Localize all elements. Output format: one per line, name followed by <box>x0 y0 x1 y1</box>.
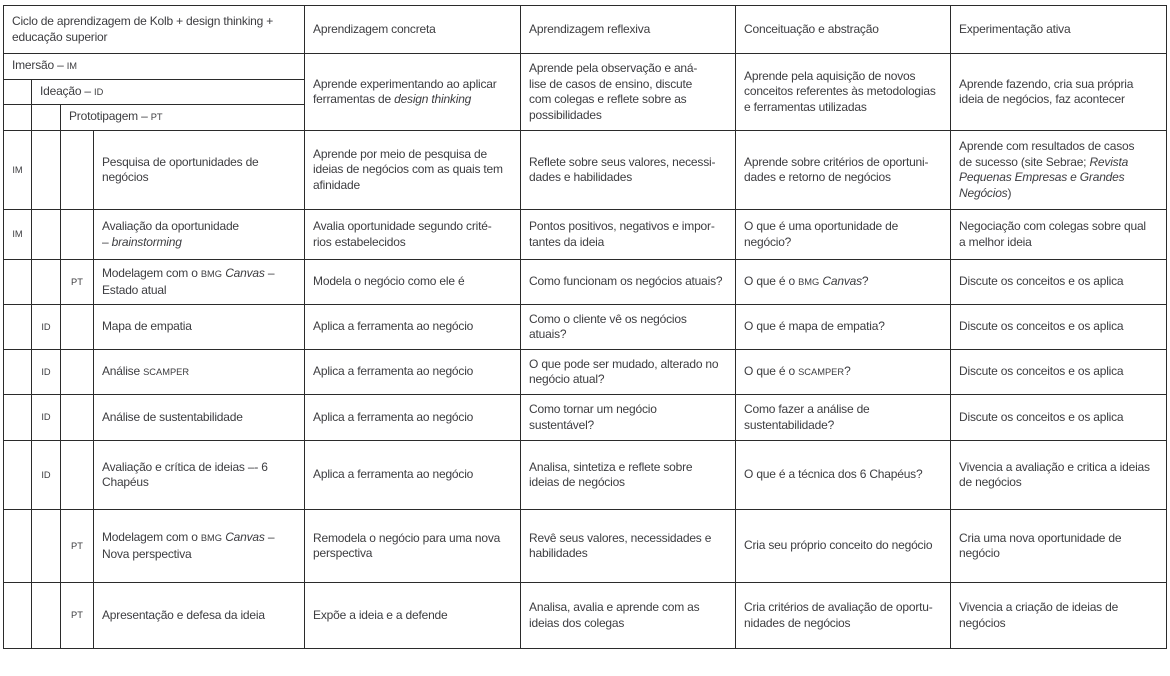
conceptual-cell: Cria seu próprio conceito do negócio <box>736 510 951 583</box>
phase-label-ideacao: Ideação – ID <box>32 79 305 105</box>
col-header-concrete: Aprendizagem concreta <box>305 6 521 54</box>
reflective-cell: Como tornar um negócio sustentável? <box>521 395 736 441</box>
concrete-cell: Avalia oportunidade segundo crité- rios estabelecidos <box>305 210 521 260</box>
conceptual-cell: Aprende sobre critérios de oportuni- dades e retorno de negócios <box>736 131 951 210</box>
conceptual-cell: O que é mapa de empatia? <box>736 305 951 350</box>
activity-cell: Modelagem com o BMG Canvas – Nova perspectiva <box>94 510 305 583</box>
table-row <box>4 583 1167 649</box>
active-cell: Cria uma nova oportunidade de negócio <box>951 510 1167 583</box>
table-row <box>4 210 1167 260</box>
header-row <box>4 6 1167 54</box>
marker-id <box>32 210 61 260</box>
marker-id <box>32 260 61 305</box>
conceptual-cell: O que é uma oportunidade de negócio? <box>736 210 951 260</box>
marker-id: ID <box>32 305 61 350</box>
table-row <box>4 441 1167 510</box>
kolb-design-thinking-table <box>3 5 1167 649</box>
conceptual-cell: O que é o SCAMPER? <box>736 350 951 395</box>
reflective-cell: Analisa, avalia e aprende com as ideias dos colegas <box>521 583 736 649</box>
marker-im: IM <box>4 131 32 210</box>
activity-cell: Mapa de empatia <box>94 305 305 350</box>
marker-id: ID <box>32 395 61 441</box>
table-row <box>4 395 1167 441</box>
activity-cell: Apresentação e defesa da ideia <box>94 583 305 649</box>
active-cell: Discute os conceitos e os aplica <box>951 260 1167 305</box>
reflective-cell: Revê seus valores, necessidades e habilidades <box>521 510 736 583</box>
marker-pt <box>61 210 94 260</box>
marker-id: ID <box>32 441 61 510</box>
marker-im <box>4 260 32 305</box>
activity-cell: Pesquisa de oportunidades de negócios <box>94 131 305 210</box>
activity-cell: Avaliação da oportunidade – brainstorming <box>94 210 305 260</box>
active-cell: Negociação com colegas sobre qual a melhor ideia <box>951 210 1167 260</box>
marker-pt <box>61 305 94 350</box>
table-row <box>4 510 1167 583</box>
empty-cell <box>32 105 61 131</box>
col-header-active: Experimentação ativa <box>951 6 1167 54</box>
marker-im: IM <box>4 210 32 260</box>
active-cell: Discute os conceitos e os aplica <box>951 305 1167 350</box>
activity-cell: Análise SCAMPER <box>94 350 305 395</box>
concrete-cell: Expõe a ideia e a defende <box>305 583 521 649</box>
activity-cell: Análise de sustentabilidade <box>94 395 305 441</box>
table-row <box>4 260 1167 305</box>
marker-pt: PT <box>61 260 94 305</box>
phase-summary-concrete: Aprende experimentando ao aplicar ferramentas de design thinking <box>305 54 521 131</box>
phase-row-imersao <box>4 54 1167 80</box>
conceptual-cell: O que é a técnica dos 6 Chapéus? <box>736 441 951 510</box>
conceptual-cell: Cria critérios de avaliação de oportu- nidades de negócios <box>736 583 951 649</box>
table-row <box>4 350 1167 395</box>
phase-summary-conceptual: Aprende pela aquisição de novos conceitos referentes às metodologias e ferramentas utilizadas <box>736 54 951 131</box>
phase-label-imersao: Imersão – IM <box>4 54 305 80</box>
table-row <box>4 131 1167 210</box>
reflective-cell: Como funcionam os negócios atuais? <box>521 260 736 305</box>
marker-im <box>4 441 32 510</box>
reflective-cell: O que pode ser mudado, alterado no negócio atual? <box>521 350 736 395</box>
reflective-cell: Pontos positivos, negativos e impor- tantes da ideia <box>521 210 736 260</box>
active-cell: Discute os conceitos e os aplica <box>951 350 1167 395</box>
marker-pt: PT <box>61 510 94 583</box>
table-title: Ciclo de aprendizagem de Kolb + design thinking + educação superior <box>4 6 305 54</box>
reflective-cell: Como o cliente vê os negócios atuais? <box>521 305 736 350</box>
reflective-cell: Analisa, sintetiza e reflete sobre ideias de negócios <box>521 441 736 510</box>
concrete-cell: Modela o negócio como ele é <box>305 260 521 305</box>
marker-pt <box>61 131 94 210</box>
active-cell: Vivencia a avaliação e critica a ideias de negócios <box>951 441 1167 510</box>
concrete-cell: Aprende por meio de pesquisa de ideias de negócios com as quais tem afinidade <box>305 131 521 210</box>
active-cell: Discute os conceitos e os aplica <box>951 395 1167 441</box>
marker-im <box>4 305 32 350</box>
marker-im <box>4 350 32 395</box>
concrete-cell: Aplica a ferramenta ao negócio <box>305 350 521 395</box>
marker-id <box>32 510 61 583</box>
marker-pt: PT <box>61 583 94 649</box>
empty-cell <box>4 105 32 131</box>
marker-pt <box>61 395 94 441</box>
phase-label-prototipagem: Prototipagem – PT <box>61 105 305 131</box>
concrete-cell: Aplica a ferramenta ao negócio <box>305 395 521 441</box>
marker-im <box>4 510 32 583</box>
col-header-reflective: Aprendizagem reflexiva <box>521 6 736 54</box>
marker-pt <box>61 441 94 510</box>
marker-pt <box>61 350 94 395</box>
active-cell: Aprende com resultados de casos de sucesso (site Sebrae; Revista Pequenas Empresas e Grandes Negócios) <box>951 131 1167 210</box>
conceptual-cell: O que é o BMG Canvas? <box>736 260 951 305</box>
marker-id <box>32 583 61 649</box>
marker-id: ID <box>32 350 61 395</box>
conceptual-cell: Como fazer a análise de sustentabilidade? <box>736 395 951 441</box>
concrete-cell: Aplica a ferramenta ao negócio <box>305 441 521 510</box>
activity-cell: Avaliação e crítica de ideias –- 6 Chapéus <box>94 441 305 510</box>
marker-im <box>4 583 32 649</box>
marker-id <box>32 131 61 210</box>
concrete-cell: Aplica a ferramenta ao negócio <box>305 305 521 350</box>
table-row <box>4 305 1167 350</box>
concrete-cell: Remodela o negócio para uma nova perspectiva <box>305 510 521 583</box>
phase-summary-reflective: Aprende pela observação e aná- lise de casos de ensino, discute com colegas e reflete sobre as possibilidades <box>521 54 736 131</box>
marker-im <box>4 395 32 441</box>
empty-cell <box>4 79 32 105</box>
phase-summary-active: Aprende fazendo, cria sua própria ideia de negócios, faz acontecer <box>951 54 1167 131</box>
col-header-conceptual: Conceituação e abstração <box>736 6 951 54</box>
active-cell: Vivencia a criação de ideias de negócios <box>951 583 1167 649</box>
activity-cell: Modelagem com o BMG Canvas – Estado atual <box>94 260 305 305</box>
reflective-cell: Reflete sobre seus valores, necessi- dades e habilidades <box>521 131 736 210</box>
